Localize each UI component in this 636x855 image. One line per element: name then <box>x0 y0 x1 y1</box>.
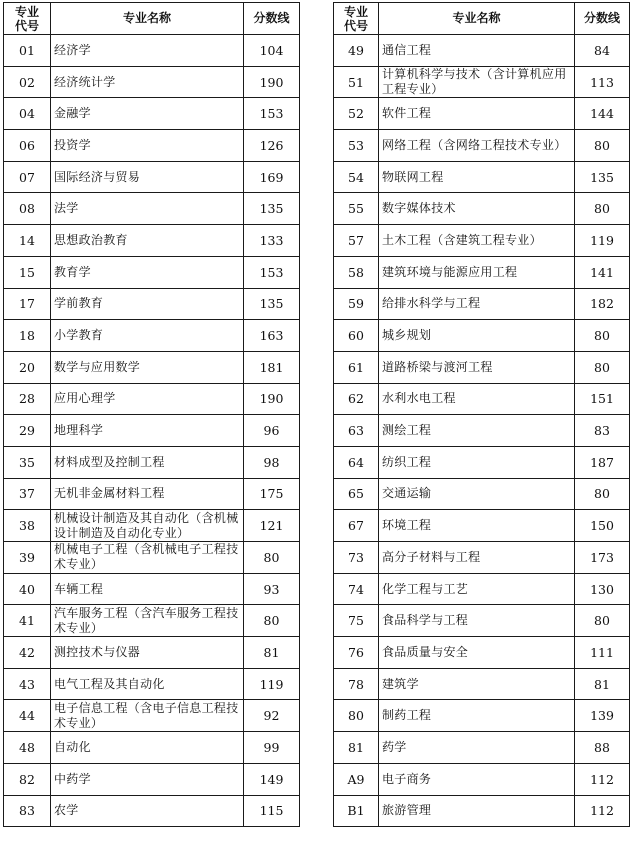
major-code: 37 <box>4 478 51 510</box>
cutoff-score: 98 <box>244 446 300 478</box>
major-name: 机械电子工程（含机械电子工程技术专业） <box>51 542 244 574</box>
cutoff-score: 141 <box>575 256 630 288</box>
cutoff-score: 80 <box>575 320 630 352</box>
major-name: 食品质量与安全 <box>379 637 575 669</box>
major-code: 76 <box>334 637 379 669</box>
major-name: 制药工程 <box>379 700 575 732</box>
cutoff-score: 119 <box>575 225 630 257</box>
major-code: 59 <box>334 288 379 320</box>
table-row <box>4 795 300 827</box>
major-name: 投资学 <box>51 130 244 162</box>
major-name: 金融学 <box>51 98 244 130</box>
major-code: 78 <box>334 668 379 700</box>
table-row <box>4 351 300 383</box>
major-name: 电子信息工程（含电子信息工程技术专业） <box>51 700 244 732</box>
cutoff-score: 88 <box>575 732 630 764</box>
cutoff-score: 81 <box>575 668 630 700</box>
table-row <box>4 573 300 605</box>
major-code: 73 <box>334 542 379 574</box>
table-row <box>334 130 630 162</box>
cutoff-score: 130 <box>575 573 630 605</box>
cutoff-score: 163 <box>244 320 300 352</box>
table-row <box>334 763 630 795</box>
cutoff-score: 135 <box>244 193 300 225</box>
cutoff-score: 153 <box>244 256 300 288</box>
major-code: 04 <box>4 98 51 130</box>
right-score-table <box>333 2 630 827</box>
table-row <box>4 637 300 669</box>
major-code: 80 <box>334 700 379 732</box>
cutoff-score: 187 <box>575 446 630 478</box>
code-header-line2: 代号 <box>343 18 368 33</box>
major-name: 小学教育 <box>51 320 244 352</box>
score-header: 分数线 <box>244 3 300 35</box>
cutoff-score: 151 <box>575 383 630 415</box>
table-row <box>334 256 630 288</box>
major-code: 02 <box>4 66 51 98</box>
major-code: 61 <box>334 351 379 383</box>
major-name: 汽车服务工程（含汽车服务工程技术专业） <box>51 605 244 637</box>
table-row <box>4 732 300 764</box>
major-name: 数字媒体技术 <box>379 193 575 225</box>
table-row <box>334 320 630 352</box>
major-name: 无机非金属材料工程 <box>51 478 244 510</box>
major-code: 06 <box>4 130 51 162</box>
major-name: 国际经济与贸易 <box>51 161 244 193</box>
table-row <box>334 700 630 732</box>
cutoff-score: 80 <box>244 542 300 574</box>
cutoff-score: 112 <box>575 795 630 827</box>
major-code: 15 <box>4 256 51 288</box>
header-row <box>4 3 300 35</box>
major-code: 08 <box>4 193 51 225</box>
major-code: 75 <box>334 605 379 637</box>
major-name: 测控技术与仪器 <box>51 637 244 669</box>
cutoff-score: 190 <box>244 383 300 415</box>
major-code: A9 <box>334 763 379 795</box>
cutoff-score: 96 <box>244 415 300 447</box>
cutoff-score: 149 <box>244 763 300 795</box>
cutoff-score: 93 <box>244 573 300 605</box>
major-code: B1 <box>334 795 379 827</box>
major-code: 35 <box>4 446 51 478</box>
major-name: 环境工程 <box>379 510 575 542</box>
major-code: 67 <box>334 510 379 542</box>
major-name: 经济学 <box>51 35 244 67</box>
code-header-line1: 专业 <box>343 4 368 19</box>
cutoff-score: 115 <box>244 795 300 827</box>
major-name: 网络工程（含网络工程技术专业） <box>379 130 575 162</box>
major-code: 29 <box>4 415 51 447</box>
table-row <box>334 605 630 637</box>
major-code: 82 <box>4 763 51 795</box>
cutoff-score: 119 <box>244 668 300 700</box>
major-name: 机械设计制造及其自动化（含机械设计制造及自动化专业） <box>51 510 244 542</box>
major-name: 经济统计学 <box>51 66 244 98</box>
major-code: 07 <box>4 161 51 193</box>
cutoff-score: 99 <box>244 732 300 764</box>
table-row <box>334 573 630 605</box>
major-name: 电气工程及其自动化 <box>51 668 244 700</box>
major-name: 给排水科学与工程 <box>379 288 575 320</box>
table-row <box>4 35 300 67</box>
major-code: 57 <box>334 225 379 257</box>
table-row <box>334 383 630 415</box>
code-header-line1: 专业 <box>14 4 39 19</box>
major-name: 法学 <box>51 193 244 225</box>
cutoff-score: 80 <box>575 193 630 225</box>
table-row <box>4 542 300 574</box>
major-code: 52 <box>334 98 379 130</box>
cutoff-score: 153 <box>244 98 300 130</box>
cutoff-score: 126 <box>244 130 300 162</box>
major-name: 中药学 <box>51 763 244 795</box>
table-row <box>334 510 630 542</box>
major-name: 应用心理学 <box>51 383 244 415</box>
major-name: 建筑环境与能源应用工程 <box>379 256 575 288</box>
major-name: 旅游管理 <box>379 795 575 827</box>
cutoff-score: 111 <box>575 637 630 669</box>
major-name: 城乡规划 <box>379 320 575 352</box>
table-row <box>334 288 630 320</box>
major-code: 38 <box>4 510 51 542</box>
cutoff-score: 121 <box>244 510 300 542</box>
major-code: 74 <box>334 573 379 605</box>
major-name: 软件工程 <box>379 98 575 130</box>
cutoff-score: 113 <box>575 66 630 98</box>
table-row <box>4 383 300 415</box>
major-code: 62 <box>334 383 379 415</box>
table-row <box>334 98 630 130</box>
major-name: 车辆工程 <box>51 573 244 605</box>
table-row <box>334 637 630 669</box>
major-name: 地理科学 <box>51 415 244 447</box>
cutoff-score: 182 <box>575 288 630 320</box>
cutoff-score: 104 <box>244 35 300 67</box>
cutoff-score: 169 <box>244 161 300 193</box>
major-name: 食品科学与工程 <box>379 605 575 637</box>
major-name: 材料成型及控制工程 <box>51 446 244 478</box>
major-name: 水利水电工程 <box>379 383 575 415</box>
name-header: 专业名称 <box>379 3 575 35</box>
table-row <box>334 415 630 447</box>
table-row <box>4 510 300 542</box>
major-name: 测绘工程 <box>379 415 575 447</box>
major-name: 计算机科学与技术（含计算机应用工程专业） <box>379 66 575 98</box>
table-row <box>4 130 300 162</box>
major-name: 数学与应用数学 <box>51 351 244 383</box>
major-name: 高分子材料与工程 <box>379 542 575 574</box>
major-code: 39 <box>4 542 51 574</box>
major-code: 54 <box>334 161 379 193</box>
cutoff-score: 80 <box>575 478 630 510</box>
cutoff-score: 80 <box>244 605 300 637</box>
major-code: 65 <box>334 478 379 510</box>
table-row <box>334 193 630 225</box>
table-row <box>4 225 300 257</box>
left-score-table <box>3 2 300 827</box>
major-code: 63 <box>334 415 379 447</box>
major-code: 41 <box>4 605 51 637</box>
cutoff-score: 80 <box>575 605 630 637</box>
major-code: 58 <box>334 256 379 288</box>
major-name: 电子商务 <box>379 763 575 795</box>
table-row <box>4 256 300 288</box>
name-header: 专业名称 <box>51 3 244 35</box>
table-row <box>4 193 300 225</box>
major-code: 83 <box>4 795 51 827</box>
score-header: 分数线 <box>575 3 630 35</box>
header-row <box>334 3 630 35</box>
cutoff-score: 173 <box>575 542 630 574</box>
major-code: 64 <box>334 446 379 478</box>
major-name: 学前教育 <box>51 288 244 320</box>
major-code: 55 <box>334 193 379 225</box>
major-name: 思想政治教育 <box>51 225 244 257</box>
table-row <box>4 98 300 130</box>
table-row <box>4 763 300 795</box>
major-code: 53 <box>334 130 379 162</box>
major-name: 道路桥梁与渡河工程 <box>379 351 575 383</box>
cutoff-score: 112 <box>575 763 630 795</box>
cutoff-score: 190 <box>244 66 300 98</box>
major-code: 20 <box>4 351 51 383</box>
table-row <box>334 66 630 98</box>
table-row <box>4 478 300 510</box>
table-row <box>334 795 630 827</box>
table-row <box>4 288 300 320</box>
cutoff-score: 175 <box>244 478 300 510</box>
major-name: 教育学 <box>51 256 244 288</box>
major-name: 化学工程与工艺 <box>379 573 575 605</box>
major-code: 43 <box>4 668 51 700</box>
major-name: 通信工程 <box>379 35 575 67</box>
table-row <box>334 35 630 67</box>
table-row <box>4 700 300 732</box>
major-code: 51 <box>334 66 379 98</box>
major-name: 交通运输 <box>379 478 575 510</box>
major-name: 建筑学 <box>379 668 575 700</box>
major-code: 40 <box>4 573 51 605</box>
table-row <box>334 668 630 700</box>
major-name: 农学 <box>51 795 244 827</box>
cutoff-score: 135 <box>575 161 630 193</box>
table-row <box>4 415 300 447</box>
cutoff-score: 181 <box>244 351 300 383</box>
table-row <box>4 605 300 637</box>
code-header <box>334 3 379 35</box>
code-header <box>4 3 51 35</box>
table-row <box>4 668 300 700</box>
table-row <box>4 161 300 193</box>
table-row <box>4 446 300 478</box>
cutoff-score: 81 <box>244 637 300 669</box>
table-row <box>334 351 630 383</box>
cutoff-score: 92 <box>244 700 300 732</box>
cutoff-score: 135 <box>244 288 300 320</box>
cutoff-score: 80 <box>575 130 630 162</box>
cutoff-score: 139 <box>575 700 630 732</box>
major-name: 物联网工程 <box>379 161 575 193</box>
table-row <box>334 732 630 764</box>
major-code: 81 <box>334 732 379 764</box>
table-row <box>4 66 300 98</box>
table-row <box>334 161 630 193</box>
major-name: 自动化 <box>51 732 244 764</box>
major-code: 49 <box>334 35 379 67</box>
major-name: 纺织工程 <box>379 446 575 478</box>
major-code: 14 <box>4 225 51 257</box>
cutoff-score: 133 <box>244 225 300 257</box>
cutoff-score: 144 <box>575 98 630 130</box>
table-row <box>334 446 630 478</box>
table-row <box>334 225 630 257</box>
major-code: 60 <box>334 320 379 352</box>
cutoff-score: 80 <box>575 351 630 383</box>
major-code: 42 <box>4 637 51 669</box>
major-name: 土木工程（含建筑工程专业） <box>379 225 575 257</box>
major-code: 01 <box>4 35 51 67</box>
cutoff-score: 83 <box>575 415 630 447</box>
table-row <box>334 542 630 574</box>
major-code: 28 <box>4 383 51 415</box>
major-code: 48 <box>4 732 51 764</box>
table-row <box>4 320 300 352</box>
code-header-line2: 代号 <box>14 18 39 33</box>
major-name: 药学 <box>379 732 575 764</box>
cutoff-score: 84 <box>575 35 630 67</box>
table-row <box>334 478 630 510</box>
major-code: 44 <box>4 700 51 732</box>
cutoff-score: 150 <box>575 510 630 542</box>
major-code: 18 <box>4 320 51 352</box>
major-code: 17 <box>4 288 51 320</box>
